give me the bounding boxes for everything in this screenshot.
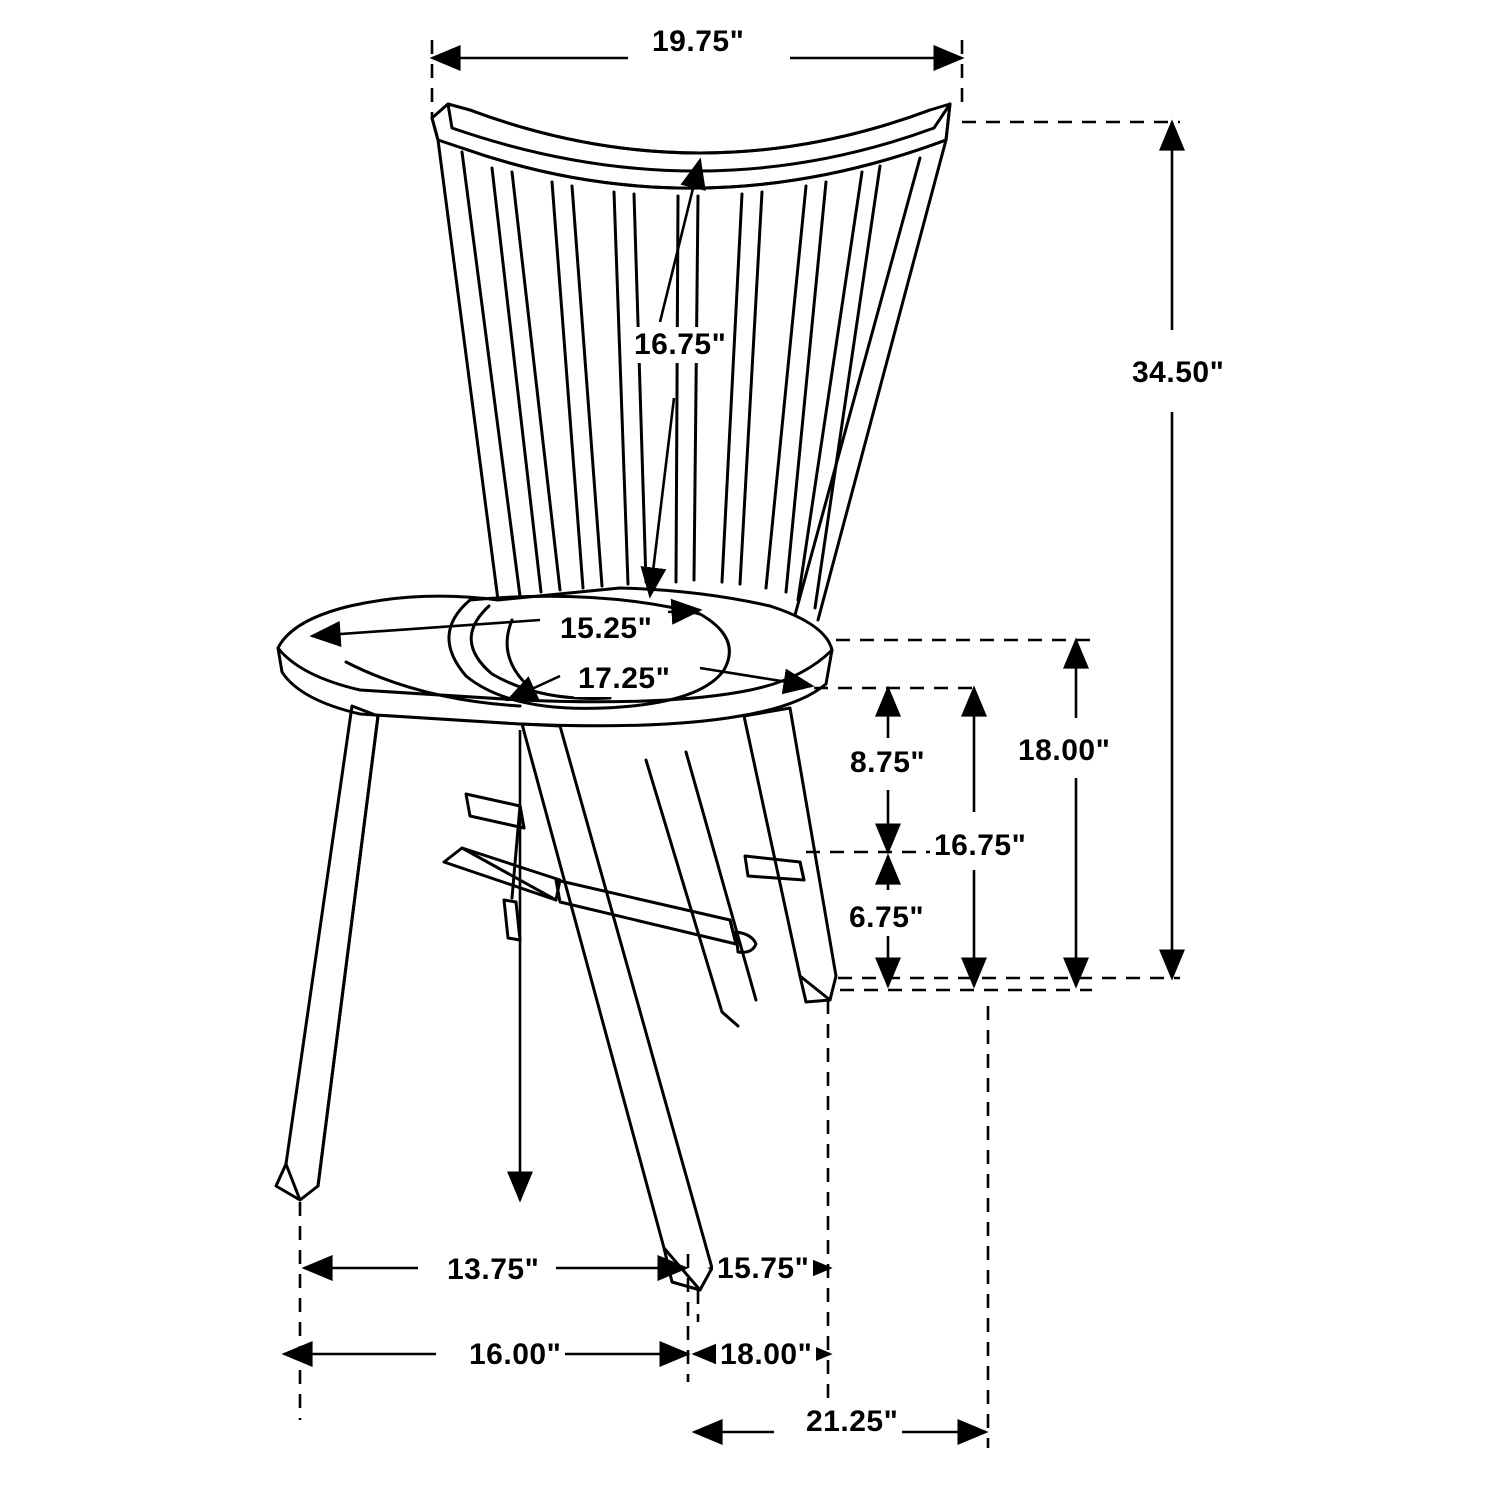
dimension-label-stretcher-height: 16.75": [930, 828, 1030, 864]
dimension-label-lower-rail-height: 6.75": [845, 900, 928, 936]
chair-outline: [276, 104, 950, 1290]
dimension-label-base-depth: 18.00": [716, 1337, 816, 1373]
dimension-label-overall-footprint: 21.25": [802, 1404, 902, 1440]
dimension-label-back-height-from-seat: 16.75": [630, 327, 730, 363]
dimension-label-seat-width: 15.25": [556, 611, 656, 647]
dimension-label-seat-depth: 17.25": [574, 661, 674, 697]
dimension-label-leg-spread-front: 15.75": [713, 1251, 813, 1287]
dimension-label-seat-height-front: 18.00": [1014, 733, 1114, 769]
dimension-label-seat-height-rear: 8.75": [846, 745, 929, 781]
dimension-label-overall-height: 34.50": [1128, 355, 1228, 391]
dimension-label-leg-spread-rear: 13.75": [443, 1252, 543, 1288]
dimension-label-back-top-width: 19.75": [648, 24, 748, 60]
dimension-label-base-width: 16.00": [465, 1337, 565, 1373]
